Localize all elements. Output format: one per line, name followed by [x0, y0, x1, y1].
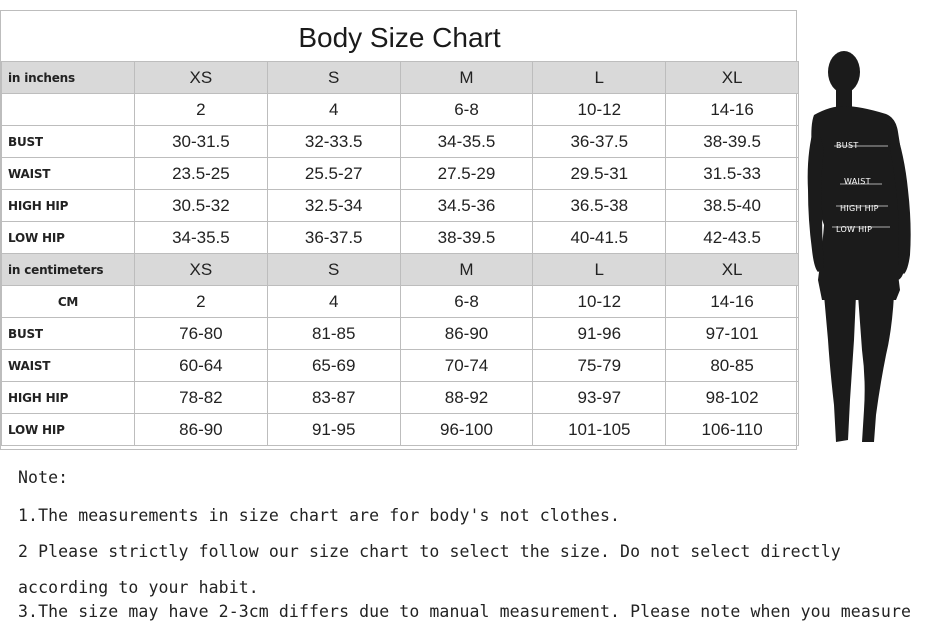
table-cell: 93-97 — [533, 382, 666, 414]
table-cell: 34-35.5 — [400, 126, 533, 158]
table-cell: 4 — [267, 286, 400, 318]
table-row — [2, 318, 799, 350]
table-row — [2, 158, 799, 190]
row-label: BUST — [2, 318, 135, 350]
table-cell: 97-101 — [666, 318, 799, 350]
table-cell: 75-79 — [533, 350, 666, 382]
table-cell: 106-110 — [666, 414, 799, 446]
table-row — [2, 190, 799, 222]
row-label: HIGH HIP — [2, 190, 135, 222]
table-cell: 10-12 — [533, 286, 666, 318]
row-label: BUST — [2, 126, 135, 158]
table-cell: 10-12 — [533, 94, 666, 126]
row-label: LOW HIP — [2, 222, 135, 254]
table-cell: 81-85 — [267, 318, 400, 350]
size-header-cell: S — [267, 254, 400, 286]
table-cell: 80-85 — [666, 350, 799, 382]
table-cell: 34-35.5 — [135, 222, 268, 254]
table-row — [2, 350, 799, 382]
note-line-2-cont: according to your habit. — [18, 578, 259, 597]
table-cell: 14-16 — [666, 94, 799, 126]
note-heading: Note: — [18, 468, 69, 487]
table-cell: 31.5-33 — [666, 158, 799, 190]
table-cell: 88-92 — [400, 382, 533, 414]
size-header-cell: S — [267, 62, 400, 94]
table-cell: 29.5-31 — [533, 158, 666, 190]
table-cell: 38.5-40 — [666, 190, 799, 222]
row-label: WAIST — [2, 350, 135, 382]
table-cell: 36-37.5 — [533, 126, 666, 158]
table-cell: 34.5-36 — [400, 190, 533, 222]
table-cell: 42-43.5 — [666, 222, 799, 254]
note-line-3: 3.The size may have 2-3cm differs due to manual measurement. Please note when you measure — [18, 602, 912, 621]
table-cell: 14-16 — [666, 286, 799, 318]
figure-label-bust: BUST — [836, 141, 859, 150]
table-cell: 60-64 — [135, 350, 268, 382]
size-header-cell: XL — [666, 254, 799, 286]
table-row — [2, 222, 799, 254]
table-row — [2, 414, 799, 446]
table-cell: 86-90 — [400, 318, 533, 350]
table-cell: 76-80 — [135, 318, 268, 350]
table-header-row-inches — [2, 62, 799, 94]
table-cell: 38-39.5 — [666, 126, 799, 158]
table-cell: 78-82 — [135, 382, 268, 414]
table-cell: 38-39.5 — [400, 222, 533, 254]
table-cell: 27.5-29 — [400, 158, 533, 190]
table-cell: 32.5-34 — [267, 190, 400, 222]
table-cell: 86-90 — [135, 414, 268, 446]
table-cell: 25.5-27 — [267, 158, 400, 190]
table-row — [2, 286, 799, 318]
size-header-cell: XS — [135, 62, 268, 94]
table-cell: 36-37.5 — [267, 222, 400, 254]
table-cell: 65-69 — [267, 350, 400, 382]
table-cell: 40-41.5 — [533, 222, 666, 254]
table-cell: 23.5-25 — [135, 158, 268, 190]
table-cell: 6-8 — [400, 94, 533, 126]
unit-label: in centimeters — [2, 254, 135, 286]
figure-label-low-hip: LOW HIP — [836, 225, 873, 234]
table-cell: 36.5-38 — [533, 190, 666, 222]
row-label — [2, 94, 135, 126]
chart-title: Body Size Chart — [298, 22, 501, 53]
row-label: CM — [2, 286, 135, 318]
row-label: HIGH HIP — [2, 382, 135, 414]
table-cell: 4 — [267, 94, 400, 126]
silhouette-image — [800, 10, 950, 450]
table-cell: 83-87 — [267, 382, 400, 414]
body-silhouette — [800, 10, 950, 450]
note-line-1: 1.The measurements in size chart are for body's not clothes. — [18, 506, 621, 525]
table-header-row-centimeters — [2, 254, 799, 286]
table-cell: 91-96 — [533, 318, 666, 350]
table-cell: 6-8 — [400, 286, 533, 318]
size-header-cell: L — [533, 62, 666, 94]
table-cell: 101-105 — [533, 414, 666, 446]
unit-label: in inchens — [2, 62, 135, 94]
table-cell: 70-74 — [400, 350, 533, 382]
table-cell: 98-102 — [666, 382, 799, 414]
size-header-cell: XL — [666, 62, 799, 94]
table-cell: 91-95 — [267, 414, 400, 446]
table-cell: 96-100 — [400, 414, 533, 446]
size-header-cell: M — [400, 62, 533, 94]
table-cell: 2 — [135, 94, 268, 126]
table-row — [2, 126, 799, 158]
figure-label-waist: WAIST — [844, 177, 871, 186]
table-row — [2, 94, 799, 126]
size-chart — [0, 10, 797, 450]
row-label: WAIST — [2, 158, 135, 190]
row-label: LOW HIP — [2, 414, 135, 446]
table-cell: 30-31.5 — [135, 126, 268, 158]
table-cell: 32-33.5 — [267, 126, 400, 158]
note-line-2: 2 Please strictly follow our size chart to select the size. Do not select directly — [18, 542, 841, 561]
table-cell: 30.5-32 — [135, 190, 268, 222]
size-header-cell: XS — [135, 254, 268, 286]
figure-label-high-hip: HIGH HIP — [840, 204, 879, 213]
table-row — [2, 382, 799, 414]
size-header-cell: L — [533, 254, 666, 286]
table-cell: 2 — [135, 286, 268, 318]
size-table — [1, 61, 799, 446]
size-header-cell: M — [400, 254, 533, 286]
